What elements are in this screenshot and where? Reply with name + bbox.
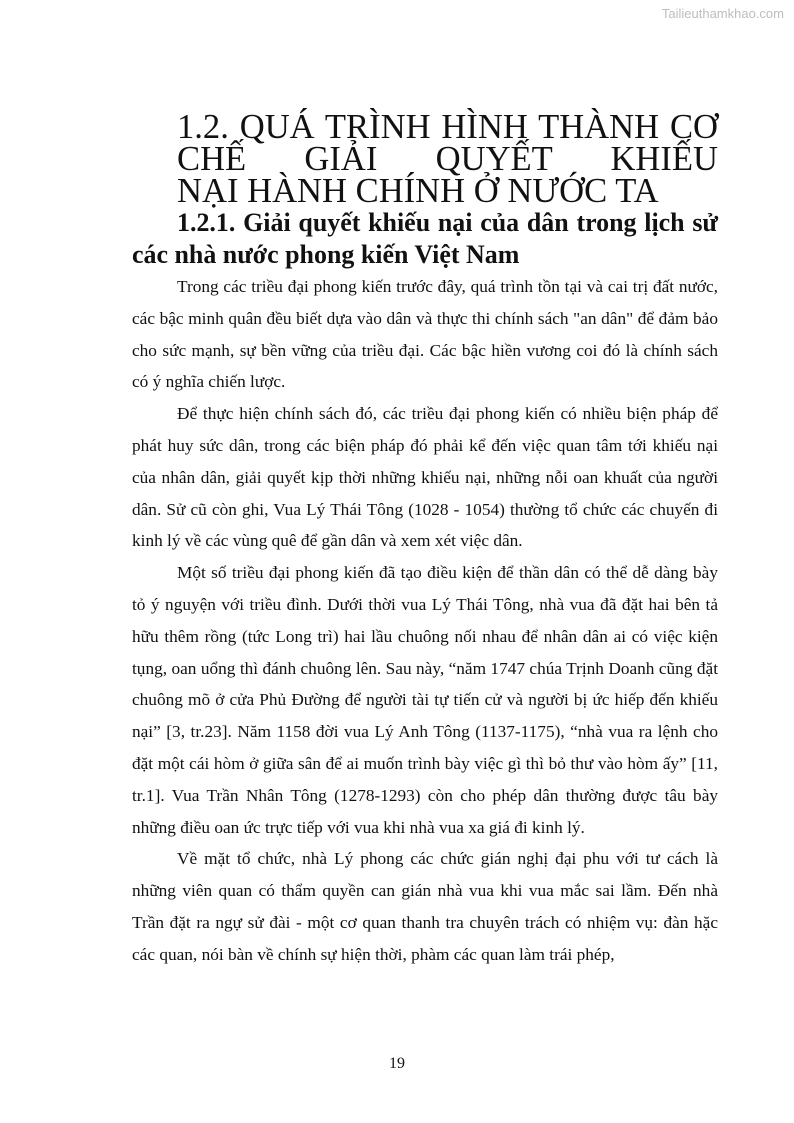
page-content	[132, 108, 718, 971]
subsection-heading: 1.2.1. Giải quyết khiếu nại của dân trong lịch sử các nhà nước phong kiến Việt Nam	[132, 208, 718, 270]
page-number: 19	[389, 1055, 405, 1072]
paragraph-3: Một số triều đại phong kiến đã tạo điều kiện để thần dân có thể dễ dàng bày tỏ ý nguyện với triều đình. Dưới thời vua Lý Thái Tông, nhà vua đã đặt hai bên tả hữu thêm rồng (tức Long trì) hai lầu chuông nối nhau để nhân dân ai có việc kiện tụng, oan uổng thì đánh chuông lên. Sau này, “năm 1747 chúa Trịnh Doanh cũng đặt chuông mõ ở cửa Phủ Đường để người tài tự tiến cử và người bị ức hiếp đến khiếu nại” [3, tr.23]. Năm 1158 đời vua Lý Anh Tông (1137-1175), “nhà vua ra lệnh cho đặt một cái hòm ở giữa sân để ai muốn trình bày việc gì thì bỏ thư vào hòm ấy” [11, tr.1]. Vua Trần Nhân Tông (1278-1293) còn cho phép dân thường được tâu bày những điều oan ức trực tiếp với vua khi nhà vua xa giá đi kinh lý.	[132, 563, 718, 837]
section-heading-line-2: NẠI HÀNH CHÍNH Ở NƯỚC TA	[177, 171, 659, 210]
section-heading	[132, 108, 718, 210]
watermark: Tailieuthamkhao.com	[661, 6, 784, 21]
paragraph-4: Về mặt tổ chức, nhà Lý phong các chức gián nghị đại phu với tư cách là những viên quan có thẩm quyền can gián nhà vua khi vua mắc sai lầm. Đến nhà Trần đặt ra ngự sử đài - một cơ quan thanh tra chuyên trách có nhiệm vụ: đàn hặc các quan, nói bàn về chính sự hiện thời, phàm các quan làm trái phép,	[132, 849, 718, 964]
paragraph-1: Trong các triều đại phong kiến trước đây, quá trình tồn tại và cai trị đất nước, các bậc minh quân đều biết dựa vào dân và thực thi chính sách "an dân" để đảm bảo cho sức mạnh, sự bền vững của triều đại. Các bậc hiền vương coi đó là chính sách có ý nghĩa chiến lược.	[132, 276, 718, 392]
section-heading-line-1: 1.2. QUÁ TRÌNH HÌNH THÀNH CƠ CHẾ GIẢI QUYẾT KHIẾU	[177, 108, 718, 178]
paragraph-2: Để thực hiện chính sách đó, các triều đại phong kiến có nhiều biện pháp để phát huy sức dân, trong các biện pháp đó phải kể đến việc quan tâm tới khiếu nại của nhân dân, giải quyết kịp thời những khiếu nại, những nỗi oan khuất của người dân. Sử cũ còn ghi, Vua Lý Thái Tông (1028 - 1054) thường tổ chức các chuyến đi kinh lý về các vùng quê để gần dân và xem xét việc dân.	[132, 404, 718, 551]
